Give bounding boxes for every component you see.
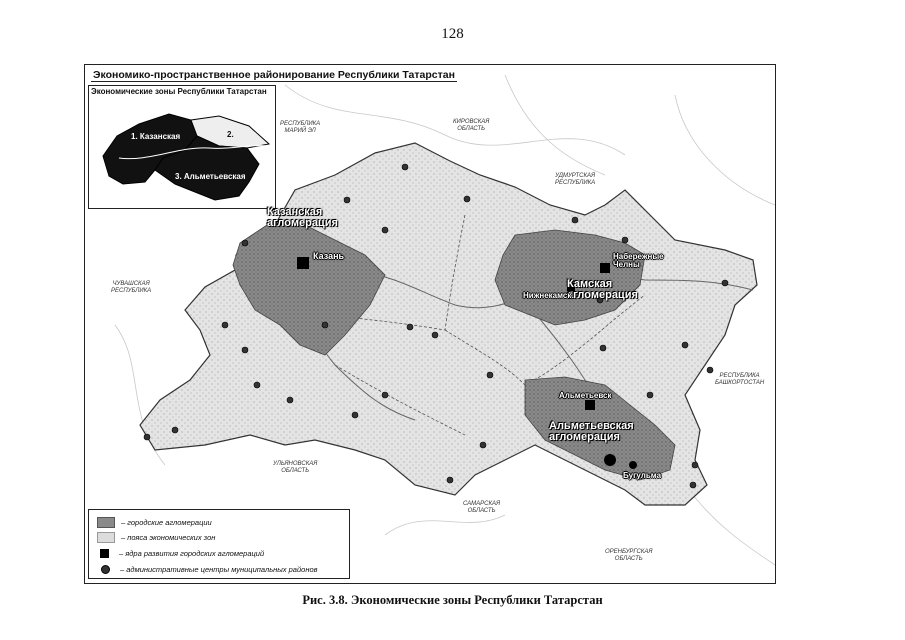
neighbor-bashkortostan: РЕСПУБЛИКА БАШКОРТОСТАН xyxy=(715,373,765,386)
page-number: 128 xyxy=(441,26,464,42)
map-legend xyxy=(88,509,350,579)
city-kazan: Казань xyxy=(313,251,345,261)
belt-swatch xyxy=(97,532,115,543)
city-almetyevsk: Альметьевск xyxy=(559,391,612,400)
figure-caption: Рис. 3.8. Экономические зоны Республики Татарстан xyxy=(302,593,603,607)
neighbor-chuvashia: ЧУВАШСКАЯ РЕСПУБЛИКА xyxy=(111,281,152,294)
inset-zones xyxy=(89,86,275,208)
legend-label-agglomerations: – городские агломерации xyxy=(121,517,212,527)
legend-item-cores xyxy=(97,547,264,559)
legend-item-agglomerations xyxy=(97,516,212,528)
almetyevsk-agglomeration-label: Альметьевская агломерация xyxy=(549,420,634,443)
legend-label-cores: – ядра развития городских агломераций xyxy=(119,548,265,558)
inset-label-kazan: 1. Казанская xyxy=(131,132,181,141)
inset-title: Экономические зоны Республики Татарстан xyxy=(91,87,267,96)
map-frame xyxy=(84,64,776,584)
inset-label-zone-2: 2. xyxy=(227,130,234,139)
kazan-agglomeration-label: Казанская агломерация xyxy=(267,206,338,229)
legend-label-belts: – пояса экономических зон xyxy=(121,532,216,542)
neighbor-udmurtia: УДМУРТСКАЯ РЕСПУБЛИКА xyxy=(555,173,596,186)
legend-item-centers xyxy=(97,563,318,575)
kama-agglomeration-label: Камская агломерация xyxy=(567,278,638,301)
inset-label-almetyevsk: 3. Альметьевская xyxy=(175,172,246,181)
city-naberezhnye-chelny: Набережные Челны xyxy=(613,252,664,269)
map-title: Экономико-пространственное районирование Республики Татарстан xyxy=(93,69,455,81)
legend-item-belts xyxy=(97,531,215,543)
legend-label-centers: – административные центры муниципальных районов xyxy=(120,564,318,574)
center-dot-icon xyxy=(101,565,110,574)
neighbor-ulyanovsk: УЛЬЯНОВСКАЯ ОБЛАСТЬ xyxy=(273,461,318,474)
inset-map xyxy=(88,85,276,209)
city-bugulma: Бугульма xyxy=(623,471,662,480)
neighbor-orenburg: ОРЕНБУРГСКАЯ ОБЛАСТЬ xyxy=(605,549,653,562)
agglomeration-swatch xyxy=(97,517,115,528)
neighbor-samara: САМАРСКАЯ ОБЛАСТЬ xyxy=(463,501,501,514)
neighbor-kirov: КИРОВСКАЯ ОБЛАСТЬ xyxy=(453,119,490,132)
neighbor-mari-el: РЕСПУБЛИКА МАРИЙ ЭЛ xyxy=(280,121,321,134)
core-square-icon xyxy=(100,549,109,558)
city-nizhnekamsk: Нижнекамск xyxy=(523,291,572,300)
